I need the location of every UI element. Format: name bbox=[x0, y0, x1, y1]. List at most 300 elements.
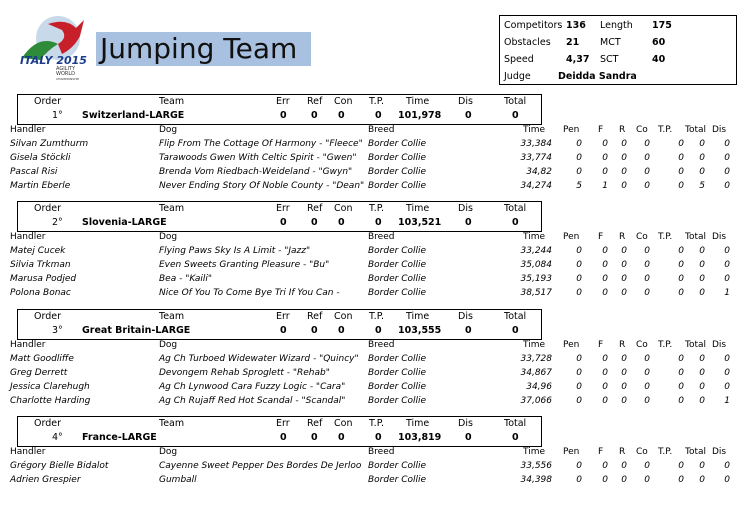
breed: Border Collie bbox=[368, 260, 427, 270]
member-time: 33,384 bbox=[520, 139, 552, 149]
handler-row bbox=[0, 181, 747, 195]
length-label: Length bbox=[600, 20, 633, 31]
dog-name: Ag Ch Rujaff Red Hot Scandal - "Scandal" bbox=[159, 396, 346, 406]
handler-header-dis: Dis bbox=[712, 447, 727, 457]
handler-name: Matt Goodliffe bbox=[10, 354, 74, 364]
member-time: 34,96 bbox=[526, 382, 552, 392]
handler-header-tp: T.P. bbox=[658, 125, 673, 135]
dog-name: Flip From The Cottage Of Harmony - "Fleece" bbox=[159, 139, 363, 149]
member-pen: 0 bbox=[576, 382, 582, 392]
team-tp: 0 bbox=[375, 325, 382, 336]
team-header-dis: Dis bbox=[458, 418, 473, 429]
speed-value: 4,37 bbox=[566, 54, 590, 65]
dog-name: Ag Ch Lynwood Cara Fuzzy Logic - "Cara" bbox=[159, 382, 346, 392]
member-tp: 0 bbox=[678, 368, 684, 378]
member-f: 0 bbox=[602, 153, 608, 163]
member-pen: 0 bbox=[576, 354, 582, 364]
member-co: 0 bbox=[644, 274, 650, 284]
handler-row bbox=[0, 153, 747, 167]
team-tp: 0 bbox=[375, 432, 382, 443]
team-header-con: Con bbox=[334, 311, 353, 322]
member-dis: 0 bbox=[724, 153, 730, 163]
handler-row bbox=[0, 139, 747, 153]
team-header-tp: T.P. bbox=[369, 203, 384, 214]
handler-row bbox=[0, 382, 747, 396]
dog-name: Devongem Rehab Sproglett - "Rehab" bbox=[159, 368, 330, 378]
member-pen: 0 bbox=[576, 167, 582, 177]
team-total: 0 bbox=[512, 325, 519, 336]
team-header-order: Order bbox=[34, 203, 61, 214]
handler-name: Silvia Trkman bbox=[10, 260, 71, 270]
team-con: 0 bbox=[338, 217, 345, 228]
team-tp: 0 bbox=[375, 110, 382, 121]
handler-header-co: Co bbox=[636, 125, 648, 135]
member-total: 0 bbox=[699, 382, 705, 392]
member-time: 34,867 bbox=[520, 368, 552, 378]
member-total: 0 bbox=[699, 368, 705, 378]
member-f: 1 bbox=[602, 181, 608, 191]
member-dis: 0 bbox=[724, 167, 730, 177]
judge-value: Deidda Sandra bbox=[558, 71, 637, 82]
member-pen: 0 bbox=[576, 246, 582, 256]
team-header-ref: Ref bbox=[307, 311, 323, 322]
member-total: 5 bbox=[699, 181, 705, 191]
speed-label: Speed bbox=[504, 54, 534, 65]
team-ref: 0 bbox=[311, 432, 318, 443]
handler-header-tp: T.P. bbox=[658, 232, 673, 242]
handler-header-pen: Pen bbox=[563, 232, 580, 242]
handler-header-total: Total bbox=[685, 340, 707, 350]
team-header-ref: Ref bbox=[307, 203, 323, 214]
team-dis: 0 bbox=[465, 217, 472, 228]
handler-name: Matej Cucek bbox=[10, 246, 66, 256]
obstacles-label: Obstacles bbox=[504, 37, 551, 48]
competitors-value: 136 bbox=[566, 20, 586, 31]
handler-header-dog: Dog bbox=[159, 447, 178, 457]
team-ref: 0 bbox=[311, 110, 318, 121]
member-pen: 0 bbox=[576, 274, 582, 284]
member-co: 0 bbox=[644, 354, 650, 364]
handler-name: Marusa Podjed bbox=[10, 274, 77, 284]
member-tp: 0 bbox=[678, 382, 684, 392]
length-value: 175 bbox=[652, 20, 672, 31]
member-dis: 1 bbox=[724, 396, 730, 406]
team-header-team: Team bbox=[159, 203, 185, 214]
team-dis: 0 bbox=[465, 432, 472, 443]
handler-header-dis: Dis bbox=[712, 125, 727, 135]
member-f: 0 bbox=[602, 475, 608, 485]
member-r: 0 bbox=[621, 461, 627, 471]
team-summary-box bbox=[17, 94, 542, 125]
team-err: 0 bbox=[280, 110, 287, 121]
handler-header-pen: Pen bbox=[563, 340, 580, 350]
team-header-order: Order bbox=[34, 96, 61, 107]
handler-header-total: Total bbox=[685, 125, 707, 135]
dog-name: Ag Ch Turboed Widewater Wizard - "Quincy" bbox=[159, 354, 359, 364]
team-total: 0 bbox=[512, 432, 519, 443]
handler-header-pen: Pen bbox=[563, 447, 580, 457]
team-header-err: Err bbox=[276, 203, 290, 214]
member-f: 0 bbox=[602, 368, 608, 378]
dog-name: Nice Of You To Come Bye Tri If You Can - bbox=[159, 288, 340, 298]
member-r: 0 bbox=[621, 396, 627, 406]
member-time: 33,244 bbox=[520, 246, 552, 256]
member-co: 0 bbox=[644, 382, 650, 392]
handler-name: Gisela Stöckli bbox=[10, 153, 71, 163]
logo-graphic bbox=[18, 14, 92, 80]
team-header-total: Total bbox=[504, 418, 527, 429]
team-summary-box bbox=[17, 309, 542, 340]
member-total: 0 bbox=[699, 475, 705, 485]
handler-header-co: Co bbox=[636, 340, 648, 350]
member-tp: 0 bbox=[678, 260, 684, 270]
team-order: 2° bbox=[52, 217, 63, 228]
course-info-box bbox=[499, 15, 737, 85]
team-con: 0 bbox=[338, 325, 345, 336]
team-header-dis: Dis bbox=[458, 311, 473, 322]
team-header-time: Time bbox=[406, 203, 430, 214]
mct-value: 60 bbox=[652, 37, 666, 48]
member-f: 0 bbox=[602, 288, 608, 298]
member-dis: 0 bbox=[724, 260, 730, 270]
team-team: Great Britain-LARGE bbox=[82, 325, 191, 336]
handler-header-f: F bbox=[598, 125, 604, 135]
team-order: 1° bbox=[52, 110, 63, 121]
team-header-team: Team bbox=[159, 418, 185, 429]
team-header-time: Time bbox=[406, 96, 430, 107]
team-time: 103,555 bbox=[398, 325, 442, 336]
handler-name: Silvan Zumthurm bbox=[10, 139, 89, 149]
championship-logo bbox=[18, 14, 92, 80]
member-tp: 0 bbox=[678, 246, 684, 256]
handler-header-dis: Dis bbox=[712, 232, 727, 242]
member-f: 0 bbox=[602, 260, 608, 270]
sct-value: 40 bbox=[652, 54, 666, 65]
member-r: 0 bbox=[621, 246, 627, 256]
breed: Border Collie bbox=[368, 153, 427, 163]
member-pen: 0 bbox=[576, 153, 582, 163]
member-f: 0 bbox=[602, 274, 608, 284]
handler-header-r: R bbox=[619, 447, 626, 457]
member-r: 0 bbox=[621, 475, 627, 485]
member-r: 0 bbox=[621, 153, 627, 163]
member-tp: 0 bbox=[678, 288, 684, 298]
breed: Border Collie bbox=[368, 181, 427, 191]
handler-row bbox=[0, 260, 747, 274]
handler-row bbox=[0, 368, 747, 382]
handler-header-row bbox=[0, 125, 747, 137]
member-time: 38,517 bbox=[520, 288, 552, 298]
team-dis: 0 bbox=[465, 325, 472, 336]
dog-name: Tarawoods Gwen With Celtic Spirit - "Gwen" bbox=[159, 153, 357, 163]
team-header-err: Err bbox=[276, 96, 290, 107]
handler-header-total: Total bbox=[685, 232, 707, 242]
member-total: 0 bbox=[699, 396, 705, 406]
competitors-label: Competitors bbox=[504, 20, 563, 31]
team-ref: 0 bbox=[311, 217, 318, 228]
judge-label: Judge bbox=[504, 71, 531, 82]
team-header-order: Order bbox=[34, 418, 61, 429]
member-total: 0 bbox=[699, 153, 705, 163]
team-team: Switzerland-LARGE bbox=[82, 110, 185, 121]
breed: Border Collie bbox=[368, 274, 427, 284]
member-pen: 0 bbox=[576, 368, 582, 378]
team-header-con: Con bbox=[334, 96, 353, 107]
member-co: 0 bbox=[644, 181, 650, 191]
handler-header-pen: Pen bbox=[563, 125, 580, 135]
dog-name: Even Sweets Granting Pleasure - "Bu" bbox=[159, 260, 330, 270]
handler-header-time: Time bbox=[523, 232, 546, 242]
logo-subtitle bbox=[56, 67, 79, 82]
team-time: 101,978 bbox=[398, 110, 442, 121]
member-tp: 0 bbox=[678, 396, 684, 406]
team-header-tp: T.P. bbox=[369, 96, 384, 107]
handler-name: Greg Derrett bbox=[10, 368, 68, 378]
member-co: 0 bbox=[644, 246, 650, 256]
member-f: 0 bbox=[602, 354, 608, 364]
member-pen: 0 bbox=[576, 260, 582, 270]
member-pen: 0 bbox=[576, 396, 582, 406]
breed: Border Collie bbox=[368, 396, 427, 406]
member-dis: 0 bbox=[724, 181, 730, 191]
handler-header-dis: Dis bbox=[712, 340, 727, 350]
breed: Border Collie bbox=[368, 354, 427, 364]
member-co: 0 bbox=[644, 139, 650, 149]
team-summary-box bbox=[17, 416, 542, 447]
member-pen: 0 bbox=[576, 461, 582, 471]
breed: Border Collie bbox=[368, 461, 427, 471]
team-order: 4° bbox=[52, 432, 63, 443]
member-tp: 0 bbox=[678, 354, 684, 364]
member-total: 0 bbox=[699, 246, 705, 256]
member-pen: 0 bbox=[576, 475, 582, 485]
handler-header-f: F bbox=[598, 447, 604, 457]
logo-sub-world: WORLD bbox=[56, 71, 75, 77]
breed: Border Collie bbox=[368, 139, 427, 149]
member-pen: 0 bbox=[576, 288, 582, 298]
member-r: 0 bbox=[621, 181, 627, 191]
handler-header-breed: Breed bbox=[368, 125, 395, 135]
member-co: 0 bbox=[644, 368, 650, 378]
team-header-con: Con bbox=[334, 203, 353, 214]
team-header-tp: T.P. bbox=[369, 311, 384, 322]
handler-row bbox=[0, 288, 747, 302]
team-header-total: Total bbox=[504, 311, 527, 322]
handler-header-breed: Breed bbox=[368, 232, 395, 242]
handler-header-co: Co bbox=[636, 447, 648, 457]
member-tp: 0 bbox=[678, 475, 684, 485]
breed: Border Collie bbox=[368, 475, 427, 485]
member-co: 0 bbox=[644, 153, 650, 163]
member-time: 33,556 bbox=[520, 461, 552, 471]
breed: Border Collie bbox=[368, 368, 427, 378]
member-dis: 0 bbox=[724, 461, 730, 471]
logo-brand: ITALY 2015 bbox=[20, 54, 87, 67]
team-summary-box bbox=[17, 201, 542, 232]
team-dis: 0 bbox=[465, 110, 472, 121]
team-header-time: Time bbox=[406, 311, 430, 322]
team-header-dis: Dis bbox=[458, 96, 473, 107]
handler-row bbox=[0, 274, 747, 288]
handler-header-row bbox=[0, 340, 747, 352]
member-tp: 0 bbox=[678, 167, 684, 177]
handler-row bbox=[0, 246, 747, 260]
handler-header-breed: Breed bbox=[368, 447, 395, 457]
handler-header-handler: Handler bbox=[10, 340, 46, 350]
member-pen: 0 bbox=[576, 139, 582, 149]
team-header-ref: Ref bbox=[307, 96, 323, 107]
team-time: 103,819 bbox=[398, 432, 442, 443]
member-tp: 0 bbox=[678, 139, 684, 149]
member-co: 0 bbox=[644, 475, 650, 485]
member-total: 0 bbox=[699, 461, 705, 471]
member-r: 0 bbox=[621, 354, 627, 364]
handler-header-tp: T.P. bbox=[658, 340, 673, 350]
handler-row bbox=[0, 396, 747, 410]
team-header-dis: Dis bbox=[458, 203, 473, 214]
handler-header-time: Time bbox=[523, 125, 546, 135]
member-r: 0 bbox=[621, 288, 627, 298]
team-time: 103,521 bbox=[398, 217, 442, 228]
member-dis: 1 bbox=[724, 288, 730, 298]
handler-row bbox=[0, 354, 747, 368]
member-tp: 0 bbox=[678, 274, 684, 284]
member-total: 0 bbox=[699, 288, 705, 298]
member-time: 33,774 bbox=[520, 153, 552, 163]
team-order: 3° bbox=[52, 325, 63, 336]
handler-name: Adrien Grespier bbox=[10, 475, 81, 485]
member-time: 34,82 bbox=[526, 167, 552, 177]
member-dis: 0 bbox=[724, 139, 730, 149]
member-tp: 0 bbox=[678, 181, 684, 191]
member-r: 0 bbox=[621, 260, 627, 270]
member-total: 0 bbox=[699, 167, 705, 177]
dog-name: Gumball bbox=[159, 475, 197, 485]
member-r: 0 bbox=[621, 139, 627, 149]
handler-name: Charlotte Harding bbox=[10, 396, 91, 406]
handler-header-breed: Breed bbox=[368, 340, 395, 350]
member-r: 0 bbox=[621, 382, 627, 392]
team-header-team: Team bbox=[159, 96, 185, 107]
handler-header-time: Time bbox=[523, 340, 546, 350]
breed: Border Collie bbox=[368, 246, 427, 256]
team-header-total: Total bbox=[504, 96, 527, 107]
member-time: 34,398 bbox=[520, 475, 552, 485]
handler-header-f: F bbox=[598, 340, 604, 350]
handler-header-total: Total bbox=[685, 447, 707, 457]
team-header-total: Total bbox=[504, 203, 527, 214]
member-r: 0 bbox=[621, 368, 627, 378]
handler-row bbox=[0, 167, 747, 181]
member-time: 34,274 bbox=[520, 181, 552, 191]
team-err: 0 bbox=[280, 432, 287, 443]
team-header-tp: T.P. bbox=[369, 418, 384, 429]
breed: Border Collie bbox=[368, 382, 427, 392]
member-co: 0 bbox=[644, 167, 650, 177]
handler-row bbox=[0, 475, 747, 489]
breed: Border Collie bbox=[368, 167, 427, 177]
handler-header-dog: Dog bbox=[159, 340, 178, 350]
handler-row bbox=[0, 461, 747, 475]
member-dis: 0 bbox=[724, 475, 730, 485]
handler-header-dog: Dog bbox=[159, 232, 178, 242]
handler-name: Pascal Risi bbox=[10, 167, 58, 177]
member-tp: 0 bbox=[678, 153, 684, 163]
member-co: 0 bbox=[644, 461, 650, 471]
handler-header-handler: Handler bbox=[10, 125, 46, 135]
team-header-err: Err bbox=[276, 311, 290, 322]
breed: Border Collie bbox=[368, 288, 427, 298]
member-pen: 5 bbox=[576, 181, 582, 191]
member-dis: 0 bbox=[724, 246, 730, 256]
member-co: 0 bbox=[644, 288, 650, 298]
member-time: 35,193 bbox=[520, 274, 552, 284]
team-con: 0 bbox=[338, 432, 345, 443]
handler-header-dog: Dog bbox=[159, 125, 178, 135]
member-f: 0 bbox=[602, 396, 608, 406]
team-err: 0 bbox=[280, 325, 287, 336]
member-tp: 0 bbox=[678, 461, 684, 471]
team-con: 0 bbox=[338, 110, 345, 121]
team-team: France-LARGE bbox=[82, 432, 157, 443]
team-header-err: Err bbox=[276, 418, 290, 429]
member-time: 33,728 bbox=[520, 354, 552, 364]
dog-name: Never Ending Story Of Noble County - "Dean" bbox=[159, 181, 365, 191]
handler-header-tp: T.P. bbox=[658, 447, 673, 457]
team-header-team: Team bbox=[159, 311, 185, 322]
member-co: 0 bbox=[644, 396, 650, 406]
handler-header-r: R bbox=[619, 125, 626, 135]
handler-header-handler: Handler bbox=[10, 447, 46, 457]
dog-name: Brenda Vom Riedbach-Weideland - "Gwyn" bbox=[159, 167, 353, 177]
member-f: 0 bbox=[602, 382, 608, 392]
handler-header-co: Co bbox=[636, 232, 648, 242]
mct-label: MCT bbox=[600, 37, 621, 48]
team-header-order: Order bbox=[34, 311, 61, 322]
handler-name: Martin Eberle bbox=[10, 181, 71, 191]
sct-label: SCT bbox=[600, 54, 619, 65]
obstacles-value: 21 bbox=[566, 37, 580, 48]
logo-sub-agility: AGILITY bbox=[56, 66, 76, 72]
member-total: 0 bbox=[699, 260, 705, 270]
member-r: 0 bbox=[621, 167, 627, 177]
member-f: 0 bbox=[602, 461, 608, 471]
member-total: 0 bbox=[699, 354, 705, 364]
handler-header-row bbox=[0, 447, 747, 459]
handler-name: Jessica Clarehugh bbox=[10, 382, 90, 392]
team-err: 0 bbox=[280, 217, 287, 228]
member-total: 0 bbox=[699, 274, 705, 284]
team-total: 0 bbox=[512, 110, 519, 121]
member-f: 0 bbox=[602, 246, 608, 256]
member-f: 0 bbox=[602, 139, 608, 149]
handler-header-handler: Handler bbox=[10, 232, 46, 242]
dog-name: Flying Paws Sky Is A Limit - "Jazz" bbox=[159, 246, 311, 256]
logo-sub-championship: CHAMPIONSHIP bbox=[56, 77, 80, 81]
handler-header-time: Time bbox=[523, 447, 546, 457]
dog-name: Cayenne Sweet Pepper Des Bordes De Jerloo bbox=[159, 461, 362, 471]
member-f: 0 bbox=[602, 167, 608, 177]
team-header-con: Con bbox=[334, 418, 353, 429]
team-ref: 0 bbox=[311, 325, 318, 336]
page-title: Jumping Team bbox=[96, 32, 311, 66]
member-total: 0 bbox=[699, 139, 705, 149]
member-dis: 0 bbox=[724, 274, 730, 284]
team-team: Slovenia-LARGE bbox=[82, 217, 167, 228]
member-time: 37,066 bbox=[520, 396, 552, 406]
team-header-time: Time bbox=[406, 418, 430, 429]
member-co: 0 bbox=[644, 260, 650, 270]
